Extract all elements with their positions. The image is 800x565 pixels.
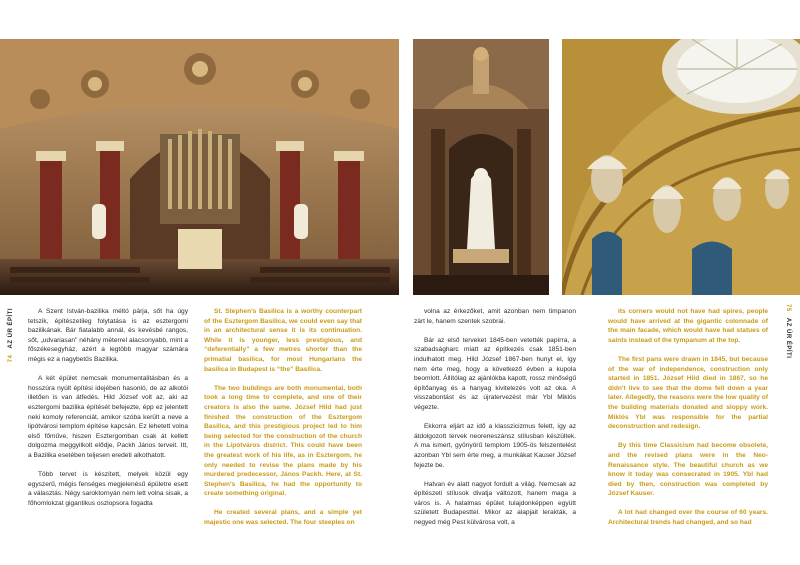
paragraph: volna az érkezőket, amit azonban nem timpanon zárt le, hanem szentek szobrai. [414,308,576,325]
dome-mosaic-photo [562,39,800,295]
english-text-column-left [204,307,362,537]
running-head-title-left: AZ ÚR ÉPÍTI [8,308,14,349]
paragraph: A Szent István-bazilika méltó párja, sőt ha úgy tetszik, építészetileg folytatása is az esztergomi bazilikának. Bár fiatalabb annál, és kevésbé rangos, sőt, „udvariasan” néhány méterrel alacsonyabb, mint a főszékesegyház, azért a legtöbb magyar számára mégis ez a nagybetűs Bazilika. [28,308,188,363]
hungarian-text-column-right [414,307,576,537]
paragraph: The first pans were drawn in 1845, but because of the war of independence, construction only started in 1851. József Hild died in 1867, so he didn't live to see that the dome fell down a year later. Allegedly, the reasons were the low quality of the building materials donated and sloppy work. Miklós Ybl was responsible for the partial deconstruction and redesign. [608,355,768,431]
paragraph: Ekkorra eljárt az idő a klasszicizmus felett, így az átdolgozott tervek neoreneszánsz stílusban készültek. A ma ismert, gyönyörű templom 1905-ös felszentelést azonban Ybl sem érte meg, a munkákat Kauser József fejezte be. [414,423,576,469]
hungarian-text-column-left [28,307,188,518]
paragraph: Bár az első terveket 1845-ben vetették papírra, a szabadságharc miatt az építkezés csak 1851-ben indulhatott meg. Hild József 1867-ben hunyt el, így nem érte meg, hogy a következő évben a kupola beomlott. Állítólag az ajánlókba kapott, rossz minőségű építőanyag és a hanyag kivitelezés volt az oka. A visszabontást és az újratervezést már Ybl Miklós végezte. [414,336,576,411]
basilica-nave-photo [0,39,399,295]
paragraph: A két épület nemcsak monumentalitásban és a hosszúra nyúlt építési idejében hasonló, de az alkotói illetően is van átfedés. Hild József volt az, aki az esztergomi bazilika építését befejezte, épp ez jelentett neki komoly referenciát, amikor szóba került a neve a lipótvárosi templom építése kapcsán. Ez lehetett volna első főműve, hiszen Esztergomban csak át kellett dolgozma meggyilkolt elődje, Packh János terveit. Itt, a Bazilika esetében teljesen eredeti alkothatott. [28,375,188,459]
running-head-left [8,308,14,362]
altar-statue-photo [413,39,549,295]
paragraph: St. Stephen's Basilica is a worthy counterpart of the Esztergom Basilica, we could even say that in an architectural sense it is its continuation. While it is younger, less prestigious, and “deferentially” a few metres shorter than the primatial basilica, for most Hungarians the basilica in Budapest is “the” Basilica. [204,308,362,373]
paragraph: He created several plans, and a simple yet majestic one was selected. The four steeples on [204,509,362,527]
page-number-left: 74 [8,354,14,363]
paragraph: Hatvan év alatt nagyot fordult a világ. Nemcsak az építészeti stílusok divatja változott, hanem maga a város is. A hatalmas épület tulajdonképpen együtt született Budapesttel. Mikor az alapjait lerakták, a negyed még Pest külvárosa volt, a [414,480,576,527]
paragraph: A lot had changed over the course of 60 years. Architectural trends had changed, and so had [608,509,768,527]
english-text-column-right [608,307,768,537]
running-head-right [785,304,791,358]
running-head-title-right: AZ ÚR ÉPÍTI [785,317,791,359]
paragraph: By this time Classicism had become obsolete, and the revised plans were in the Neo-Renaissance style. The beautiful church as we know it today was consecrated in 1905. Ybl had died by then, construction was completed by József Kauser. [608,442,768,498]
paragraph: The two buildings are both monumental, both took a long time to complete, and one of their creators is also the same. József Hild had just finished the construction of the Esztergom Basilica, and this prestigious project led to him being selected for the construction of the church in the Lipótváros district. This could have been the greatest work of his life, as in Esztergom, he only needed to revise the plans made by his murdered predecessor, János Packh. Here, at St. Stephen's Basilica, he had the opportunity to create something original. [204,384,362,498]
paragraph: its corners would not have had spires, people would have arrived at the gigantic colonnade of the main facade, which would have had statues of saints instead of the tympanum at the top. [608,308,768,344]
page-number-right: 75 [785,304,791,312]
paragraph: Több tervet is készített, melyek közül egy egyszerű, mégis fenséges megjelenésű épületre esett a választás. Négy saroktornyán nem lett volna sisak, a főhomlokzat gigantikus oszlopsora fogadta [28,471,188,507]
